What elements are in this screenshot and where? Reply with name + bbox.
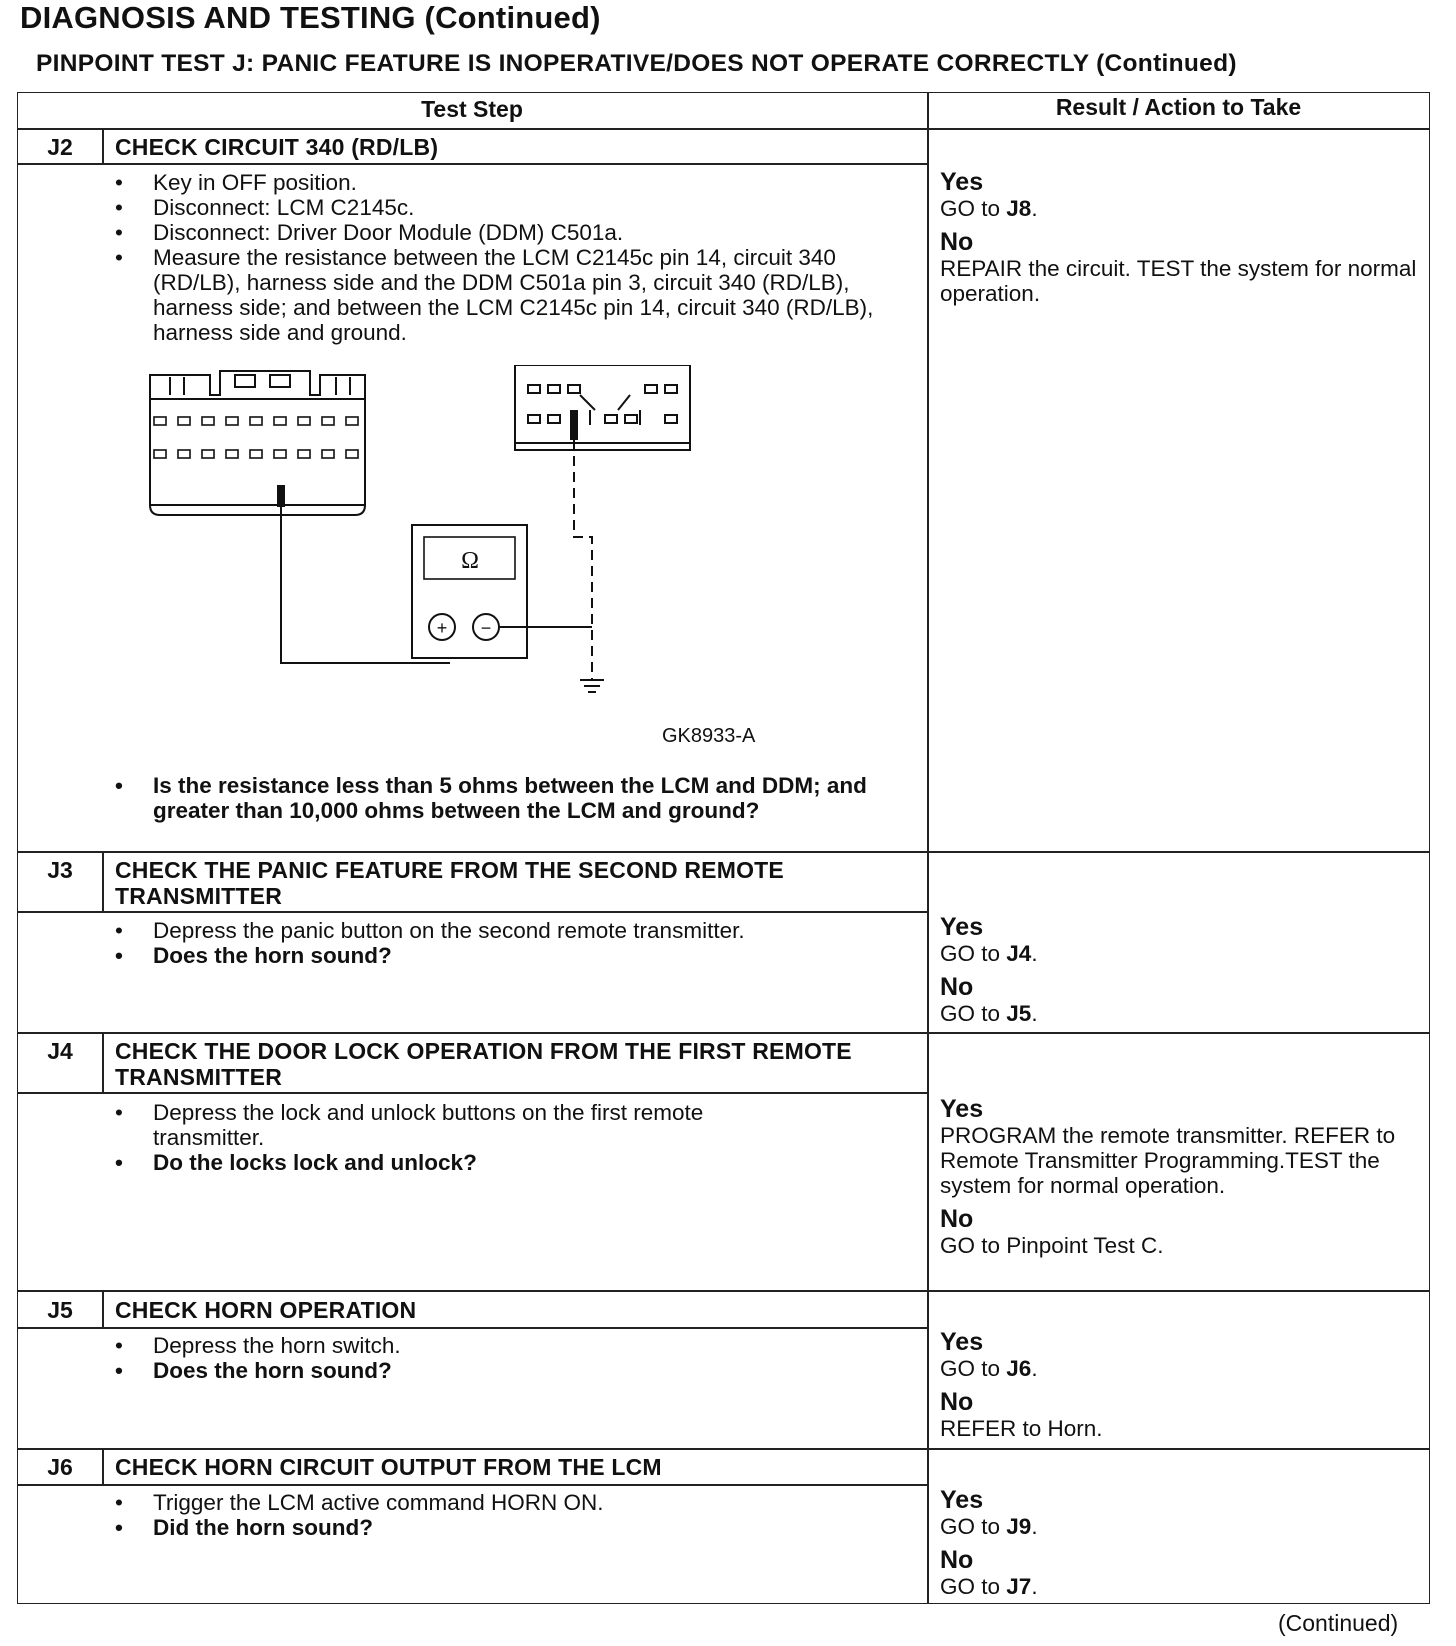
list-item: • Does the horn sound?: [115, 1358, 392, 1383]
result-j2: Yes GO to J8. No REPAIR the circuit. TEST the system for normal operation.: [940, 168, 1417, 306]
step-instructions: [115, 1100, 795, 1175]
list-item: • Depress the panic button on the second remote transmitter.: [115, 918, 745, 943]
list-item: • Does the horn sound?: [115, 943, 392, 968]
result-j6: Yes GO to J9. No GO to J7.: [940, 1486, 1038, 1599]
list-item: • Did the horn sound?: [115, 1515, 373, 1540]
step-title: CHECK CIRCUIT 340 (RD/LB): [115, 134, 439, 160]
step-id: J2: [47, 134, 73, 160]
ddm-connector: [515, 365, 690, 450]
list-item: • Is the resistance less than 5 ohms between the LCM and DDM; and greater than 10,000 ohms between the LCM and ground?: [115, 773, 867, 823]
pinpoint-test-title: PINPOINT TEST J: PANIC FEATURE IS INOPERATIVE/DOES NOT OPERATE CORRECTLY (Continued): [36, 50, 1237, 77]
minus-terminal: −: [480, 618, 492, 638]
step-id: J5: [47, 1297, 73, 1323]
list-item: • Do the locks lock and unlock?: [115, 1150, 477, 1175]
step-instructions: [115, 170, 895, 345]
step-id: J6: [47, 1454, 73, 1480]
list-item: • Depress the horn switch.: [115, 1333, 401, 1358]
step-id: J4: [47, 1038, 73, 1064]
ohm-symbol: Ω: [461, 548, 479, 574]
column-divider: [927, 92, 929, 1604]
step-title: CHECK THE PANIC FEATURE FROM THE SECOND REMOTE TRANSMITTER: [115, 857, 784, 909]
header-rule: [17, 128, 1430, 130]
list-item: • Disconnect: Driver Door Module (DDM) C501a.: [115, 220, 624, 245]
ground-icon: [580, 680, 604, 692]
connector-diagram: [140, 365, 740, 725]
col-test-step: Test Step: [421, 96, 523, 122]
plus-terminal: +: [436, 618, 448, 638]
list-item: • Depress the lock and unlock buttons on the first remote transmitter.: [115, 1100, 704, 1150]
list-item: • Disconnect: LCM C2145c.: [115, 195, 415, 220]
list-item: • Key in OFF position.: [115, 170, 357, 195]
step-title: CHECK HORN OPERATION: [115, 1297, 417, 1323]
list-item: • Measure the resistance between the LCM C2145c pin 14, circuit 340 (RD/LB), harness side and the DDM C501a pin 3, circuit 340 (RD/LB), harness side; and between the LCM C2145c pin 14, circuit 340 (RD/LB), harness side and ground.: [115, 245, 874, 345]
step-instructions: [115, 1490, 895, 1540]
figure-code: GK8933-A: [662, 725, 756, 747]
step-question: [115, 773, 895, 823]
step-instructions: [115, 918, 895, 968]
step-id: J3: [47, 857, 73, 883]
continued-note: (Continued): [1278, 1610, 1399, 1636]
result-j5: Yes GO to J6. No REFER to Horn.: [940, 1328, 1103, 1441]
list-item: • Trigger the LCM active command HORN ON.: [115, 1490, 604, 1515]
col-result-action: Result / Action to Take: [1055, 94, 1302, 120]
page-title: DIAGNOSIS AND TESTING (Continued): [20, 0, 601, 35]
result-j3: Yes GO to J4. No GO to J5.: [940, 913, 1038, 1026]
lcm-connector: [150, 371, 365, 505]
result-j4: Yes PROGRAM the remote transmitter. REFER to Remote Transmitter Programming.TEST the system for normal operation. No GO to Pinpoint Test C.: [940, 1095, 1396, 1258]
step-title: CHECK THE DOOR LOCK OPERATION FROM THE FIRST REMOTE TRANSMITTER: [115, 1038, 852, 1090]
step-title: CHECK HORN CIRCUIT OUTPUT FROM THE LCM: [115, 1454, 662, 1480]
step-instructions: [115, 1333, 895, 1383]
